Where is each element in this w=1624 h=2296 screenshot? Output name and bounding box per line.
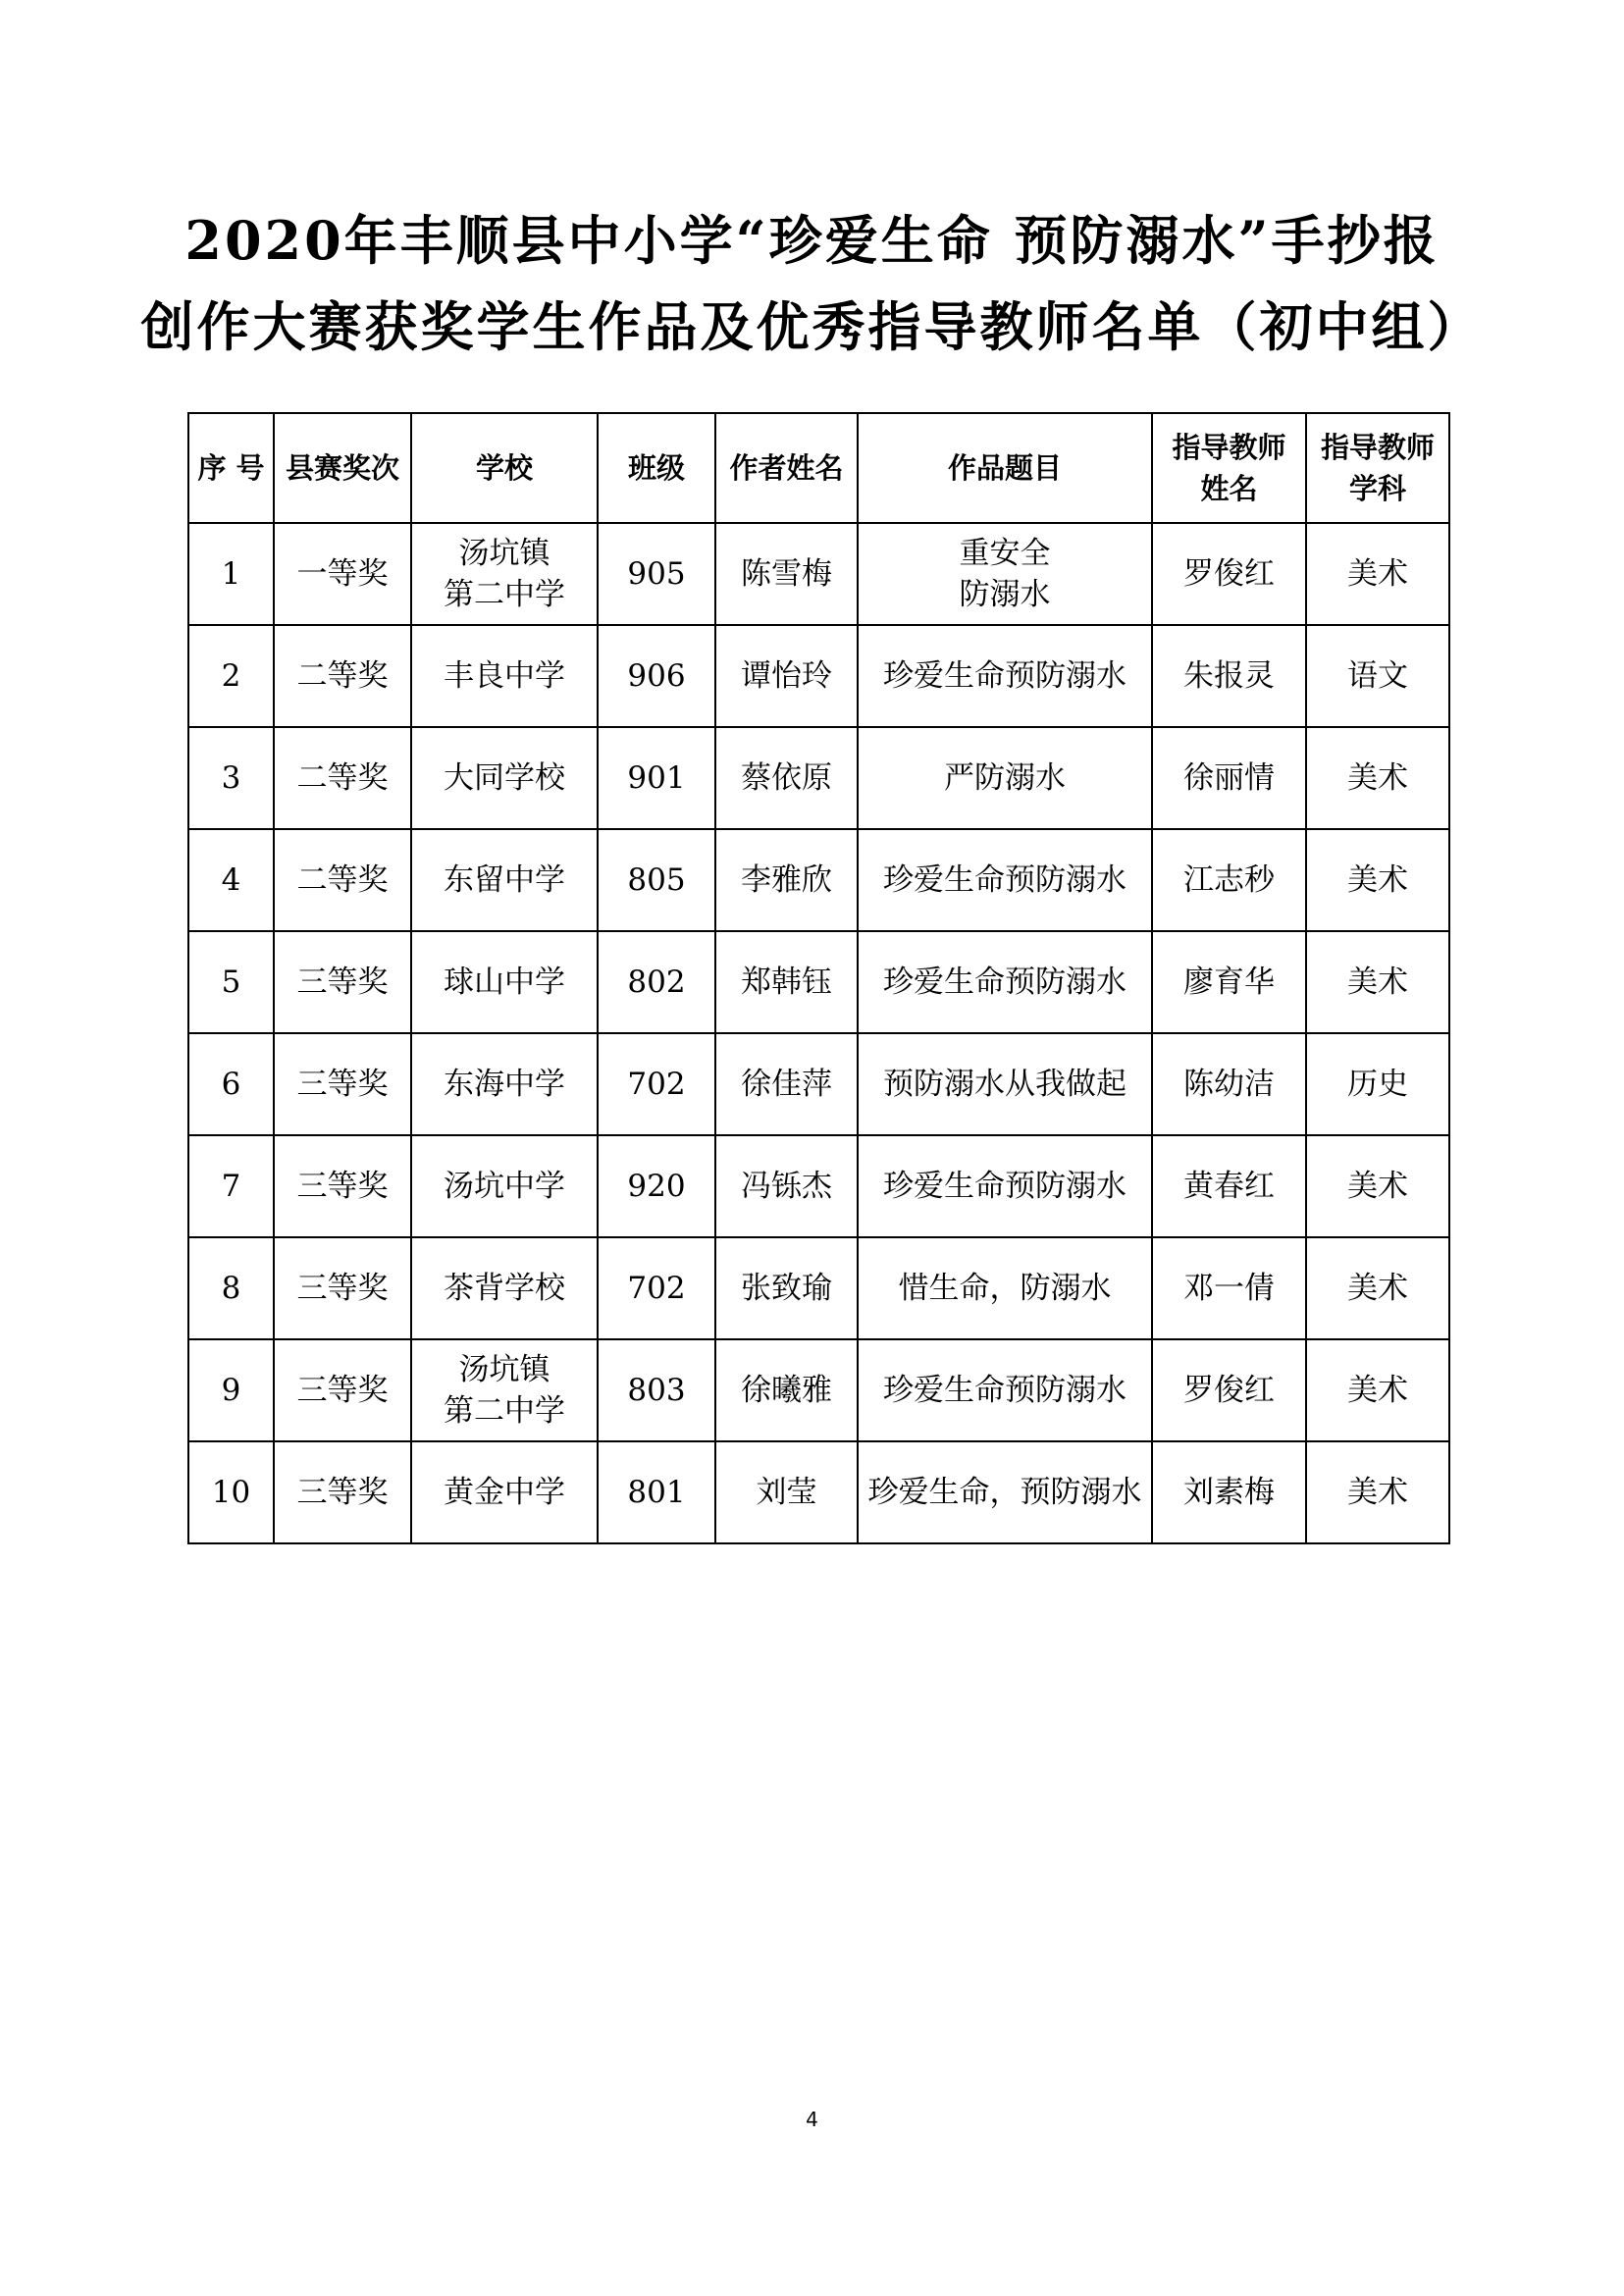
table-row: [188, 1237, 1449, 1339]
cell-subject: 语文: [1306, 625, 1449, 727]
table-row: [188, 727, 1449, 829]
cell-work: 严防溺水: [858, 727, 1152, 829]
cell-award: 二等奖: [274, 829, 411, 931]
page-number: 4: [806, 2108, 818, 2131]
table-header-row: [188, 413, 1449, 523]
cell-teacher: 廖育华: [1152, 931, 1306, 1033]
cell-school: 东海中学: [411, 1033, 598, 1135]
table-row: [188, 1135, 1449, 1237]
cell-no: 1: [188, 523, 274, 625]
cell-teacher: 江志秒: [1152, 829, 1306, 931]
cell-subject: 美术: [1306, 1339, 1449, 1441]
cell-work: 珍爱生命预防溺水: [858, 931, 1152, 1033]
cell-award: 三等奖: [274, 1339, 411, 1441]
table-row: [188, 1339, 1449, 1441]
cell-author: 郑韩钰: [715, 931, 858, 1033]
cell-award: 三等奖: [274, 1033, 411, 1135]
cell-subject: 历史: [1306, 1033, 1449, 1135]
cell-no: 3: [188, 727, 274, 829]
cell-class: 702: [598, 1237, 715, 1339]
award-winners-table: [187, 412, 1450, 1544]
header-school: 学校: [411, 413, 598, 523]
cell-no: 6: [188, 1033, 274, 1135]
cell-work: 惜生命，防溺水: [858, 1237, 1152, 1339]
cell-author: 陈雪梅: [715, 523, 858, 625]
document-title-line-1: 2020年丰顺县中小学“珍爱生命 预防溺水”手抄报: [184, 209, 1440, 272]
cell-school: 汤坑中学: [411, 1135, 598, 1237]
cell-teacher: 徐丽情: [1152, 727, 1306, 829]
cell-class: 920: [598, 1135, 715, 1237]
cell-subject: 美术: [1306, 931, 1449, 1033]
cell-class: 905: [598, 523, 715, 625]
cell-no: 5: [188, 931, 274, 1033]
header-subject: 指导教师 学科: [1306, 413, 1449, 523]
cell-school: 汤坑镇 第二中学: [411, 523, 598, 625]
cell-teacher: 黄春红: [1152, 1135, 1306, 1237]
cell-subject: 美术: [1306, 829, 1449, 931]
cell-award: 三等奖: [274, 1135, 411, 1237]
table-row: [188, 625, 1449, 727]
cell-school: 汤坑镇 第二中学: [411, 1339, 598, 1441]
cell-author: 徐佳萍: [715, 1033, 858, 1135]
cell-school: 东留中学: [411, 829, 598, 931]
cell-work: 珍爱生命预防溺水: [858, 1135, 1152, 1237]
cell-subject: 美术: [1306, 1237, 1449, 1339]
cell-award: 一等奖: [274, 523, 411, 625]
header-work: 作品题目: [858, 413, 1152, 523]
cell-author: 刘莹: [715, 1441, 858, 1543]
header-award: 县赛奖次: [274, 413, 411, 523]
cell-teacher: 刘素梅: [1152, 1441, 1306, 1543]
cell-no: 8: [188, 1237, 274, 1339]
cell-author: 冯铄杰: [715, 1135, 858, 1237]
document-title-line-2: 创作大赛获奖学生作品及优秀指导教师名单（初中组）: [140, 295, 1484, 358]
cell-award: 二等奖: [274, 727, 411, 829]
table-row: [188, 523, 1449, 625]
cell-work: 珍爱生命，预防溺水: [858, 1441, 1152, 1543]
cell-work: 珍爱生命预防溺水: [858, 625, 1152, 727]
cell-subject: 美术: [1306, 727, 1449, 829]
cell-no: 10: [188, 1441, 274, 1543]
cell-subject: 美术: [1306, 523, 1449, 625]
cell-subject: 美术: [1306, 1135, 1449, 1237]
cell-author: 李雅欣: [715, 829, 858, 931]
cell-school: 茶背学校: [411, 1237, 598, 1339]
cell-work: 重安全 防溺水: [858, 523, 1152, 625]
cell-award: 三等奖: [274, 931, 411, 1033]
cell-teacher: 罗俊红: [1152, 523, 1306, 625]
cell-no: 9: [188, 1339, 274, 1441]
cell-school: 黄金中学: [411, 1441, 598, 1543]
cell-author: 徐曦雅: [715, 1339, 858, 1441]
cell-school: 丰良中学: [411, 625, 598, 727]
cell-class: 802: [598, 931, 715, 1033]
cell-school: 大同学校: [411, 727, 598, 829]
cell-class: 901: [598, 727, 715, 829]
cell-teacher: 朱报灵: [1152, 625, 1306, 727]
cell-award: 三等奖: [274, 1237, 411, 1339]
cell-class: 906: [598, 625, 715, 727]
cell-school: 球山中学: [411, 931, 598, 1033]
cell-award: 三等奖: [274, 1441, 411, 1543]
header-author: 作者姓名: [715, 413, 858, 523]
cell-class: 702: [598, 1033, 715, 1135]
table-row: [188, 829, 1449, 931]
cell-no: 7: [188, 1135, 274, 1237]
cell-work: 珍爱生命预防溺水: [858, 1339, 1152, 1441]
cell-author: 蔡依原: [715, 727, 858, 829]
table-row: [188, 931, 1449, 1033]
table-row: [188, 1033, 1449, 1135]
cell-author: 张致瑜: [715, 1237, 858, 1339]
cell-work: 珍爱生命预防溺水: [858, 829, 1152, 931]
table-row: [188, 1441, 1449, 1543]
cell-teacher: 陈幼洁: [1152, 1033, 1306, 1135]
cell-subject: 美术: [1306, 1441, 1449, 1543]
cell-award: 二等奖: [274, 625, 411, 727]
cell-class: 803: [598, 1339, 715, 1441]
cell-teacher: 罗俊红: [1152, 1339, 1306, 1441]
cell-no: 4: [188, 829, 274, 931]
header-class: 班级: [598, 413, 715, 523]
header-teacher: 指导教师 姓名: [1152, 413, 1306, 523]
cell-class: 805: [598, 829, 715, 931]
cell-no: 2: [188, 625, 274, 727]
cell-teacher: 邓一倩: [1152, 1237, 1306, 1339]
cell-author: 谭怡玲: [715, 625, 858, 727]
header-no: 序 号: [188, 413, 274, 523]
cell-class: 801: [598, 1441, 715, 1543]
cell-work: 预防溺水从我做起: [858, 1033, 1152, 1135]
